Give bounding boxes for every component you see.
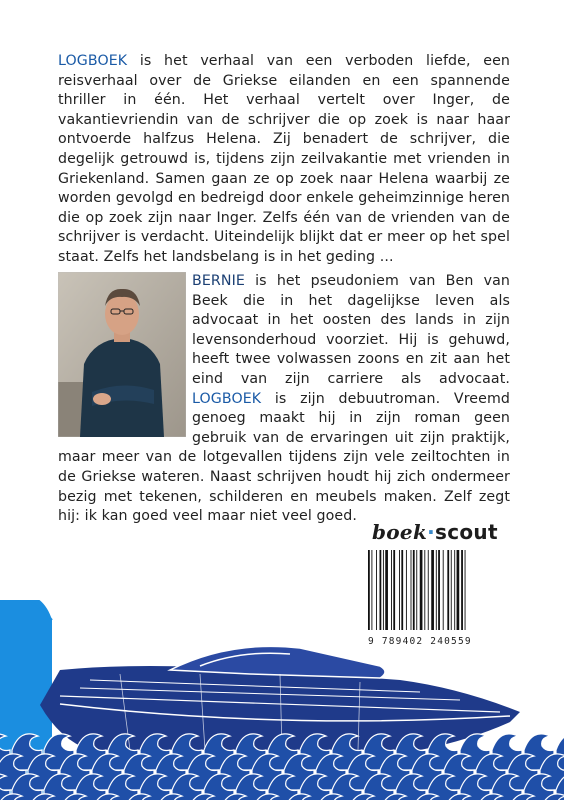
- publisher-logo: boek·scout: [372, 520, 498, 544]
- author-bio-paragraph: [58, 272, 510, 527]
- author-photo-frame: [58, 272, 192, 440]
- isbn-number: 9 789402 240559: [368, 636, 472, 647]
- book-title-word: LOGBOEK: [58, 53, 128, 69]
- bio-text-a: is het pseudoniem van Ben van Beek die in het dagelijkse leven als advocaat in het oosten des lands in zijn levensonderhoud voorziet. Hij is gehuwd, heeft twee volwassen zoons en zit aan het eind van zijn carriere als advocaat.: [192, 273, 510, 387]
- author-name-word: BERNIE: [192, 273, 245, 289]
- synopsis-paragraph: [58, 52, 510, 268]
- book-title-word-2: LOGBOEK: [192, 390, 262, 407]
- author-photo: [58, 272, 186, 437]
- synopsis-text: is het verhaal van een verboden liefde, een reisverhaal over de Griekse eilanden en een spannende thriller in één. Het verhaal vertelt over Inger, de vakantievriendin van de schrijver die op zoek is naar haar ontvoerde halfzus Helena. Zij benadert de schrijver, die degelijk getrouwd is, tijdens zijn zeilvakantie met vrienden in Griekenland. Samen gaan ze op zoek naar Helena waarbij ze worden gevolgd en bedreigd door enkele geheimzinnige heren die op zoek zijn naar Inger. Zelfs één van de vrienden van de schrijver is verdacht. Uiteindelijk blijkt dat er meer op het spel staat. Zelfs het landsbelang is in het geding ...: [58, 53, 510, 265]
- boat-illustration: [0, 600, 564, 800]
- bio-text-b: is zijn debuutroman. Vreemd genoeg maakt hij in zijn roman geen gebruik van de ervaringen uit zijn praktijk, maar meer van de lotgevallen tijdens zijn vele zeiltochten in de Griekse wateren. Naast schrijven houdt hij zich ondermeer bezig met tekenen, schilderen en meubels maken. Zelf zegt hij: ik kan goed veel maar niet veel goed.: [58, 390, 510, 525]
